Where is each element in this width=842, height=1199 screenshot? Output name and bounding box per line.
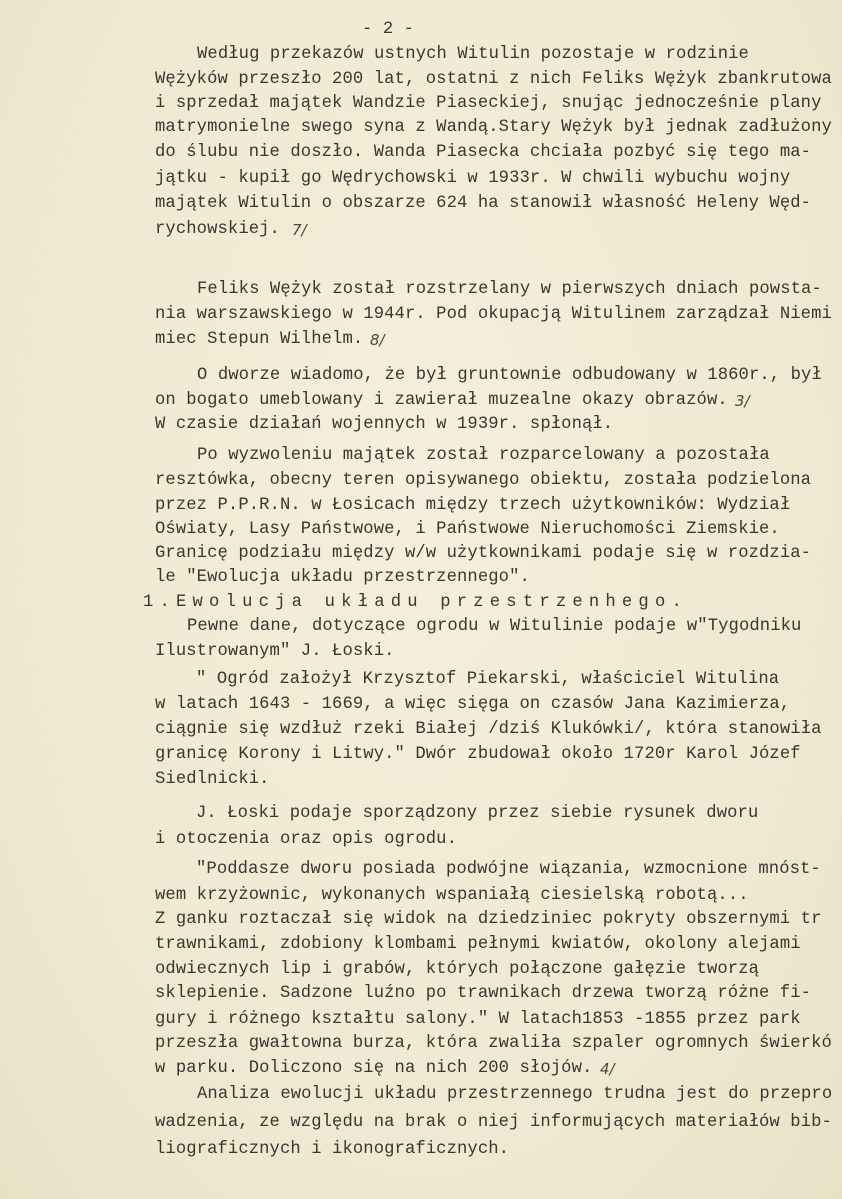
text-line: przez P.P.R.N. w Łosicach między trzech użytkowników: Wydział [155,496,791,515]
text-line: miec Stepun Wilhelm. [155,330,364,349]
footnote-mark: 7/ [292,221,307,239]
text-line: Oświaty, Lasy Państwowe, i Państwowe Nieruchomości Ziemskie. [155,520,780,539]
text-line: matrymonielne swego syna z Wandą.Stary Wężyk był jednak zadłużony [155,118,832,137]
section-heading: 1.Ewolucja układu przestrzenhego. [143,593,688,612]
text-line: do ślubu nie doszło. Wanda Piasecka chciała pozbyć się tego ma- [155,143,812,162]
text-line: W czasie działań wojennych w 1939r. spłonął. [155,415,614,434]
text-line: wem krzyżownic, wykonanych wspaniałą ciesielską robotą... [155,886,749,905]
text-line: i sprzedał majątek Wandzie Piaseckiej, snując jednocześnie plany [155,94,822,113]
text-line: granicę Korony i Litwy." Dwór zbudował około 1720r Karol Józef [155,745,801,764]
text-line: wadzenia, ze względu na brak o niej informujących materiałów bib- [155,1113,832,1132]
footnote-mark: 3/ [735,392,750,410]
text-line: odwiecznych lip i grabów, których połączone gałęzie tworzą [155,960,760,979]
text-line: jątku - kupił go Wędrychowski w 1933r. W chwili wybuchu wojny [155,169,791,188]
text-line: trawnikami, zdobiony klombami pełnymi kwiatów, okolony alejami [155,935,801,954]
text-line: w parku. Doliczono się na nich 200 słojów. [155,1059,593,1078]
text-line: le "Ewolucja układu przestrzennego". [155,568,530,587]
text-line: J. Łoski podaje sporządzony przez siebie rysunek dworu [196,804,759,823]
text-line: Siedlnicki. [155,770,270,789]
footnote-mark: 4/ [600,1060,615,1078]
text-line: majątek Witulin o obszarze 624 ha stanowił własność Heleny Węd- [155,194,812,213]
footnote-mark: 8/ [370,331,385,349]
text-line: w latach 1643 - 1669, a więc sięga on czasów Jana Kazimierza, [155,695,791,714]
text-line: Wężyków przeszło 200 lat, ostatni z nich Feliks Wężyk zbankrutowa [155,70,832,89]
text-line: resztówka, obecny teren opisywanego obiektu, została podzielona [155,471,812,490]
text-line: nia warszawskiego w 1944r. Pod okupacją Witulinem zarządzał Niemi [155,305,832,324]
text-line: Po wyzwoleniu majątek został rozparcelowany a pozostała [197,446,770,465]
text-line: rychowskiej. [155,220,280,239]
text-line: liograficznych i ikonograficznych. [155,1140,510,1159]
text-line: Pewne dane, dotyczące ogrodu w Witulinie podaje w"Tygodniku [187,617,802,636]
text-line: Według przekazów ustnych Witulin pozostaje w rodzinie [197,45,749,64]
text-line: sklepienie. Sadzone luźno po trawnikach drzewa tworzą różne fi- [155,984,812,1003]
text-line: O dworze wiadomo, że był gruntownie odbudowany w 1860r., był [197,366,822,385]
text-line: przeszła gwałtowna burza, która zwaliła szpaler ogromnych świerkó [155,1034,832,1053]
text-line: Feliks Wężyk został rozstrzelany w pierwszych dniach powsta- [197,280,822,299]
text-line: "Poddasze dworu posiada podwójne wiązania, wzmocnione mnóst- [196,860,821,879]
text-line: i otoczenia oraz opis ogrodu. [155,830,458,849]
text-line: on bogato umeblowany i zawierał muzealne okazy obrazów. [155,391,728,410]
text-line: ciągnie się wzdłuż rzeki Białej /dziś Klukówki/, która stanowiła [155,720,822,739]
text-line: gury i różnego kształtu salony." W latach1853 -1855 przez park [155,1010,801,1029]
text-line: " Ogród założył Krzysztof Piekarski, właściciel Witulina [196,670,780,689]
text-line: Granicę podziału między w/w użytkownikami podaje się w rozdzia- [155,544,812,563]
text-line: Ilustrowanym" J. Łoski. [155,642,395,661]
page-number: - 2 - [362,20,415,39]
text-line: Analiza ewolucji układu przestrzennego trudna jest do przepro [197,1085,833,1104]
text-line: Z ganku roztaczał się widok na dziedziniec pokryty obszernymi tr [155,910,822,929]
